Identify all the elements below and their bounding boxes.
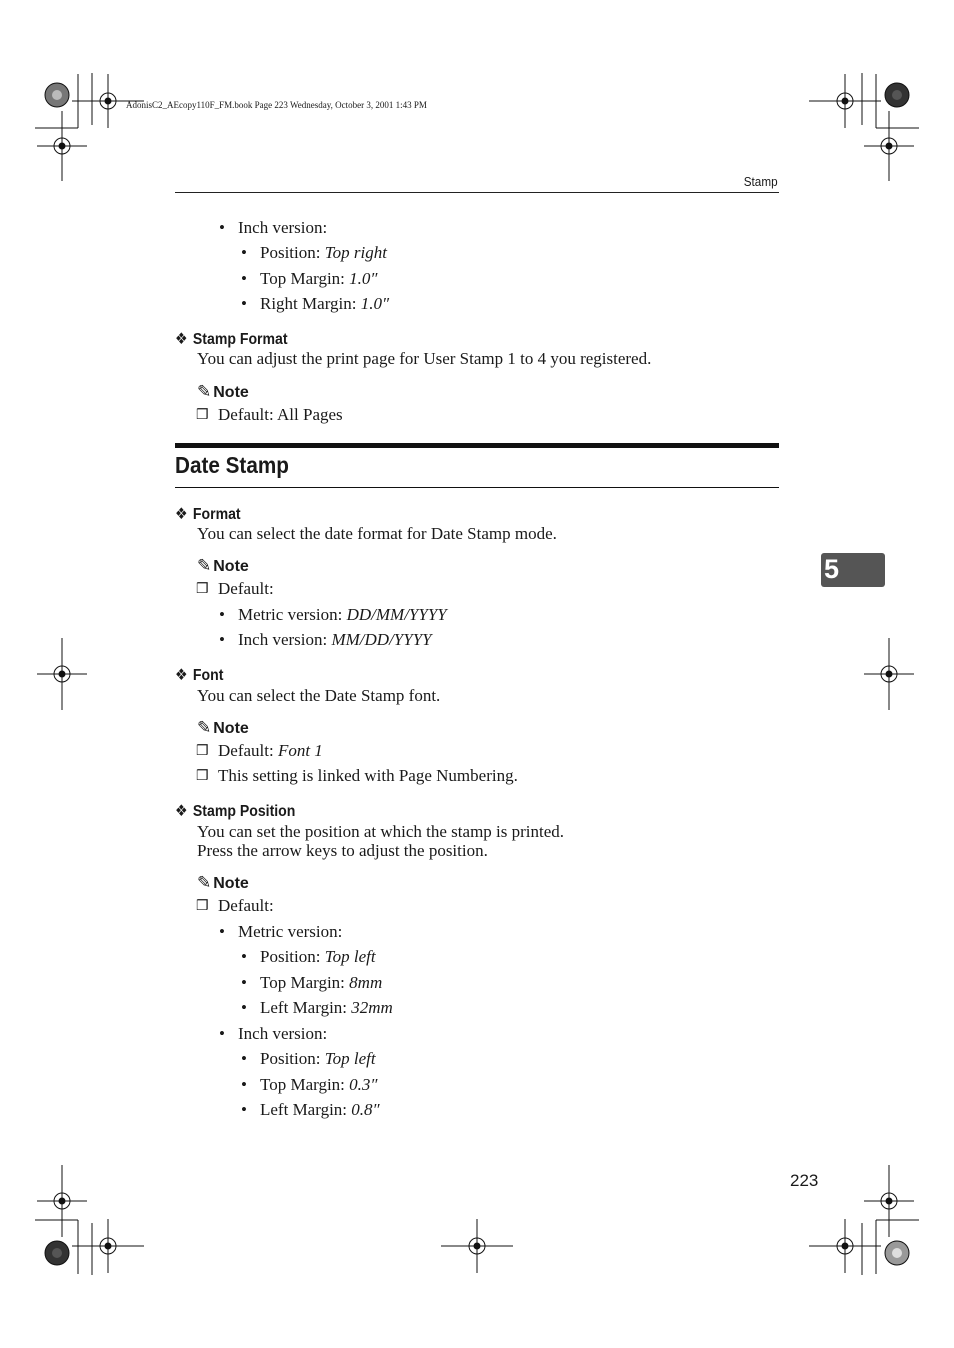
note-label: ✎ Note — [197, 718, 249, 737]
diamond-bullet-icon: ❖ — [175, 506, 188, 523]
list-item: • Position: Top right — [260, 243, 387, 262]
paragraph: You can set the position at which the stamp is printed. — [197, 822, 565, 841]
section-title: Date Stamp — [175, 452, 289, 478]
paragraph: You can select the Date Stamp font. — [197, 686, 441, 705]
running-header: Stamp — [744, 174, 778, 189]
paragraph: You can adjust the print page for User Stamp 1 to 4 you registered. — [197, 349, 652, 368]
note-label: ✎ Note — [197, 873, 249, 892]
diamond-bullet-icon: ❖ — [175, 667, 188, 684]
paragraph: Press the arrow keys to adjust the position. — [197, 841, 488, 860]
pencil-note-icon: ✎ — [197, 718, 212, 737]
subheading-stamp-position: ❖ Stamp Position — [175, 803, 296, 820]
note-item: ❒ This setting is linked with Page Numbering. — [218, 766, 518, 785]
chapter-tab — [821, 553, 885, 587]
list-item: • Left Margin: 0.8″ — [260, 1100, 380, 1119]
list-item: • Inch version: MM/DD/YYYY — [238, 630, 432, 649]
list-item: • Left Margin: 32mm — [260, 998, 393, 1017]
diamond-bullet-icon: ❖ — [175, 803, 188, 820]
paragraph: You can select the date format for Date Stamp mode. — [197, 524, 557, 543]
section-rule — [175, 443, 779, 448]
note-label: ✎ Note — [197, 382, 249, 401]
list-item: • Top Margin: 0.3″ — [260, 1075, 378, 1094]
note-item: ❒ Default: Font 1 — [218, 741, 323, 760]
note-item: ❒ Default: — [218, 896, 274, 915]
list-item: • Inch version: — [238, 1024, 327, 1043]
header-rule — [175, 192, 779, 193]
subheading-format: ❖ Format — [175, 506, 241, 523]
book-info: AdonisC2_AEcopy110F_FM.book Page 223 Wednesday, October 3, 2001 1:43 PM — [126, 100, 427, 110]
note-label: ✎ Note — [197, 556, 249, 575]
subheading-font: ❖ Font — [175, 667, 224, 684]
note-item: ❒ Default: All Pages — [218, 405, 343, 424]
list-item: • Position: Top left — [260, 947, 376, 966]
chapter-number: 5 — [824, 554, 840, 584]
list-item: • Metric version: DD/MM/YYYY — [238, 605, 447, 624]
subheading-stamp-format: ❖ Stamp Format — [175, 331, 288, 348]
registration-mark-icon — [37, 74, 914, 1273]
pencil-note-icon: ✎ — [197, 873, 212, 892]
list-item: • Right Margin: 1.0″ — [260, 294, 389, 313]
note-item: ❒ Default: — [218, 579, 274, 598]
list-item: • Top Margin: 8mm — [260, 973, 382, 992]
section-underline — [175, 487, 779, 488]
pencil-note-icon: ✎ — [197, 556, 212, 575]
page-number: 223 — [790, 1171, 819, 1190]
list-item: • Inch version: — [238, 218, 327, 237]
list-item: • Position: Top left — [260, 1049, 376, 1068]
diamond-bullet-icon: ❖ — [175, 331, 188, 348]
pencil-note-icon: ✎ — [197, 382, 212, 401]
list-item: • Metric version: — [238, 922, 342, 941]
list-item: • Top Margin: 1.0″ — [260, 269, 378, 288]
